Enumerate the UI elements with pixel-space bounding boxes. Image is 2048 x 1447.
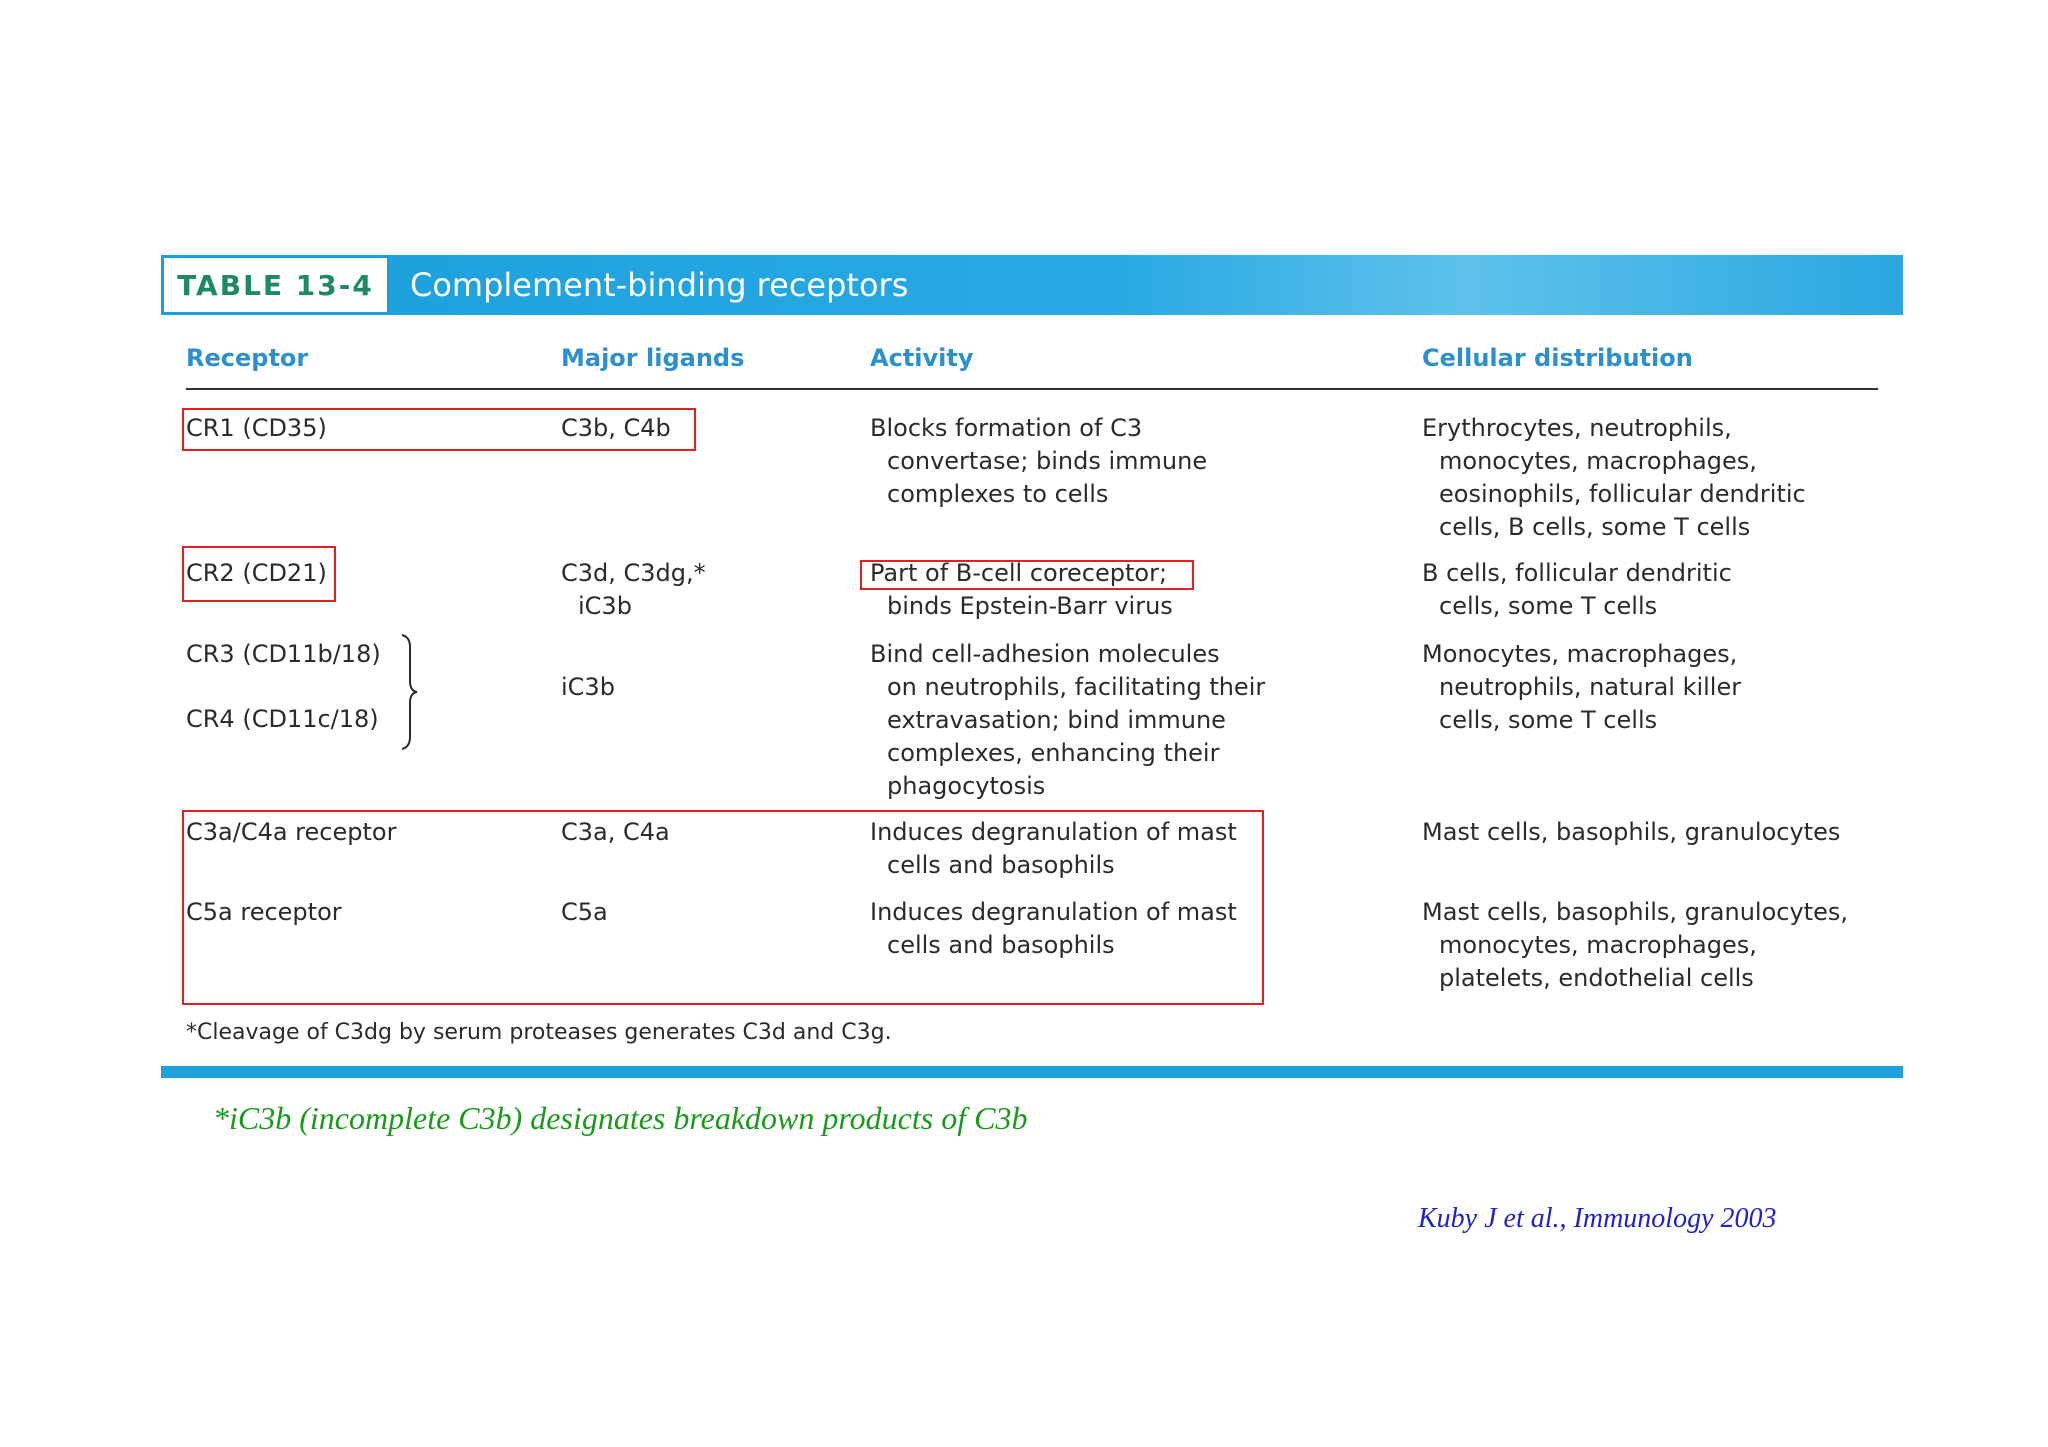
table-bottom-bar bbox=[161, 1066, 1903, 1078]
cell-ligands-cr1: C3b, C4b bbox=[561, 414, 671, 442]
citation: Kuby J et al., Immunology 2003 bbox=[1418, 1203, 1777, 1234]
highlight-box-cr1-ligands bbox=[182, 408, 696, 451]
col-header-receptor: Receptor bbox=[186, 344, 309, 372]
highlight-box-cr2 bbox=[182, 546, 336, 602]
cell-ligands-cr3-cr4: iC3b bbox=[561, 673, 615, 701]
cell-ligands-c3a-c4a: C3a, C4a bbox=[561, 818, 670, 846]
cell-receptor-cr2: CR2 (CD21) bbox=[186, 559, 327, 587]
table-title: Complement-binding receptors bbox=[410, 266, 909, 304]
col-header-distribution: Cellular distribution bbox=[1422, 344, 1693, 372]
cell-distribution-cr2: B cells, follicular dendritic cells, some T cells bbox=[1422, 559, 1732, 620]
cell-activity-cr2: Part of B-cell coreceptor; binds Epstein-Barr virus bbox=[870, 559, 1173, 620]
cell-distribution-c3a-c4a: Mast cells, basophils, granulocytes bbox=[1422, 818, 1841, 846]
cell-receptor-cr1: CR1 (CD35) bbox=[186, 414, 327, 442]
cell-activity-c3a-c4a: Induces degranulation of mast cells and basophils bbox=[870, 818, 1237, 879]
cell-ligands-c5a: C5a bbox=[561, 898, 608, 926]
cell-distribution-c5a: Mast cells, basophils, granulocytes, monocytes, macrophages, platelets, endothelial cells bbox=[1422, 898, 1848, 992]
table-number: TABLE 13-4 bbox=[161, 255, 390, 315]
cell-receptor-cr3: CR3 (CD11b/18) bbox=[186, 640, 381, 668]
col-header-activity: Activity bbox=[870, 344, 974, 372]
cell-distribution-cr1: Erythrocytes, neutrophils, monocytes, macrophages, eosinophils, follicular dendritic cells, B cells, some T cells bbox=[1422, 414, 1806, 541]
highlight-box-coreceptor bbox=[860, 560, 1194, 590]
col-header-ligands: Major ligands bbox=[561, 344, 745, 372]
brace-icon bbox=[400, 633, 420, 751]
cell-activity-cr3-cr4: Bind cell-adhesion molecules on neutrophils, facilitating their extravasation; bind immune complexes, enhancing their phagocytosis bbox=[870, 640, 1266, 800]
cell-activity-c5a: Induces degranulation of mast cells and basophils bbox=[870, 898, 1237, 959]
highlight-box-anaphylatoxin-receptors bbox=[182, 810, 1264, 1005]
cell-activity-cr1: Blocks formation of C3 convertase; binds immune complexes to cells bbox=[870, 414, 1208, 508]
cell-receptor-c3a-c4a: C3a/C4a receptor bbox=[186, 818, 397, 846]
table-footnote: *Cleavage of C3dg by serum proteases generates C3d and C3g. bbox=[186, 1020, 892, 1045]
cell-ligands-cr2: C3d, C3dg,* iC3b bbox=[561, 559, 706, 620]
cell-receptor-cr4: CR4 (CD11c/18) bbox=[186, 705, 379, 733]
cell-distribution-cr3-cr4: Monocytes, macrophages, neutrophils, natural killer cells, some T cells bbox=[1422, 640, 1742, 734]
header-rule bbox=[186, 388, 1878, 390]
cell-receptor-c5a: C5a receptor bbox=[186, 898, 342, 926]
ic3b-note: *iC3b (incomplete C3b) designates breakdown products of C3b bbox=[213, 1100, 1028, 1136]
